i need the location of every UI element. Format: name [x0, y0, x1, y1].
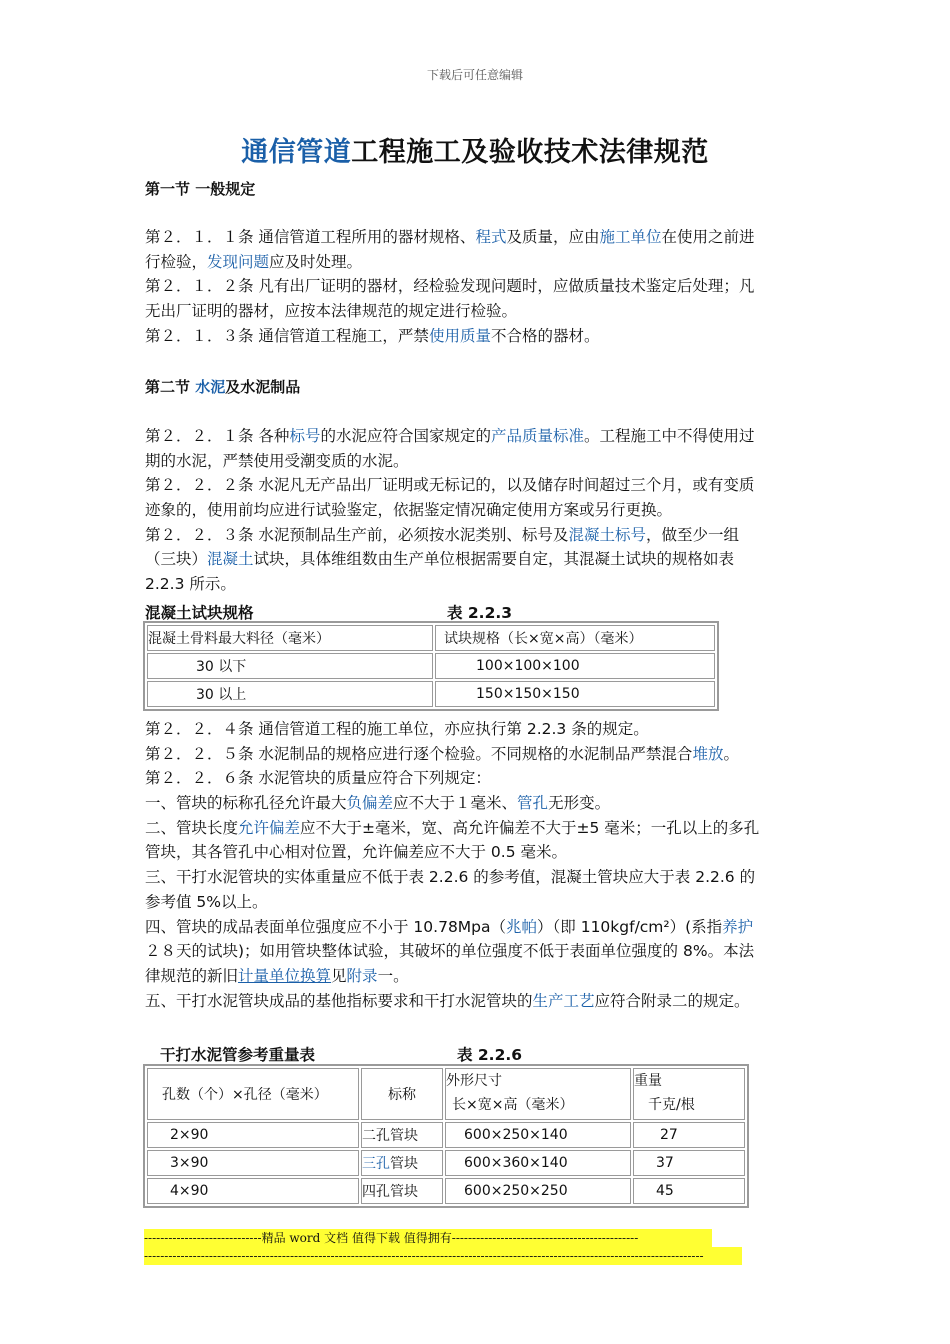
table-2-cell: 3×90	[147, 1150, 359, 1176]
inline-link[interactable]: 兆帕	[506, 917, 538, 936]
table-1-cell: 100×100×100	[435, 653, 715, 679]
table-2-cell: 2×90	[147, 1122, 359, 1148]
section-2-label: 第二节	[145, 378, 196, 396]
text-line	[145, 498, 755, 523]
text-run: 在使用之前进	[661, 228, 755, 246]
text-run: 参考值 5%以上。	[145, 892, 268, 911]
text-run: ）（即 110kgf/cm²）(系指	[537, 917, 723, 936]
inline-link[interactable]: 计量单位换算	[238, 966, 332, 985]
table-2-header-line: 外形尺寸	[446, 1073, 502, 1089]
text-line	[145, 225, 755, 250]
table-1-cell: 150×150×150	[435, 681, 715, 707]
text-run: 。工程施工中不得使用过	[583, 427, 755, 445]
text-run: 四、管块的成品表面单位强度应不小于 10.78Mpa（	[145, 917, 507, 936]
text-line	[145, 274, 755, 299]
text-run: 五、干打水泥管块成品的基他指标要求和干打水泥管块的	[145, 991, 533, 1010]
text-run: 第２．１．２条 凡有出厂证明的器材，经检验发现问题时，应做质量技术鉴定后处理；凡	[145, 277, 755, 296]
text-run: 律规范的新旧	[145, 966, 239, 985]
inline-link[interactable]: 施工单位	[599, 228, 662, 246]
table-2-cell	[361, 1122, 443, 1148]
inline-link[interactable]: 标号	[289, 427, 321, 445]
section-2-heading	[145, 376, 300, 397]
text-line	[145, 816, 759, 841]
text-run: 应符合附录二的规定。	[594, 991, 750, 1010]
text-run: 迹象的，使用前均应进行试验鉴定，依据鉴定情况确定使用方案或另行更换。	[145, 501, 673, 520]
table-2-cell: 600×250×250	[445, 1178, 631, 1204]
text-run: 应不大于１毫米、	[393, 794, 518, 813]
text-line	[145, 890, 759, 915]
section-2-body	[145, 424, 755, 597]
text-run: 2.2.3 所示。	[145, 575, 236, 594]
text-run: 不合格的器材。	[490, 326, 600, 345]
text-line	[145, 473, 755, 498]
inline-link[interactable]: 混凝土标号	[568, 525, 646, 544]
text-run: 的水泥应符合国家规定的	[320, 427, 491, 445]
document-title	[0, 130, 950, 169]
inline-link[interactable]: 发现问题	[207, 252, 270, 271]
section-2-rest: 及水泥制品	[225, 378, 301, 396]
text-line	[145, 939, 759, 964]
table-2-header-cell	[445, 1068, 631, 1120]
table-2-header-cell	[633, 1068, 745, 1120]
table-2-cell-text: 四孔管块	[362, 1184, 418, 1200]
text-run: 一。	[377, 966, 409, 985]
page-header: 下载后可任意编辑	[426, 68, 523, 82]
section-1-heading: 第一节 一般规定	[145, 180, 256, 198]
text-run: 期的水泥，严禁使用受潮变质的水泥。	[145, 451, 409, 470]
table-2-cell: 37	[633, 1150, 745, 1176]
text-run: 应及时处理。	[269, 252, 363, 271]
text-run: 。	[723, 744, 739, 763]
table-1-number: 表 2.2.3	[447, 604, 513, 622]
table-2-header-line: 长×宽×高（毫米）	[452, 1097, 574, 1113]
inline-link[interactable]: 程式	[475, 228, 507, 246]
text-run: 一、管块的标称孔径允许最大	[145, 794, 347, 813]
table-2-cell: 45	[633, 1178, 745, 1204]
text-run: 无出厂证明的器材，应按本法律规范的规定进行检验。	[145, 302, 518, 321]
table-2	[143, 1064, 749, 1208]
table-2-cell: 600×360×140	[445, 1150, 631, 1176]
text-run: 第２．２．２条 水泥凡无产品出厂证明或无标记的，以及储存时间超过三个月，或有变质	[145, 476, 755, 495]
inline-link[interactable]: 管孔	[517, 794, 549, 813]
table-1	[143, 621, 719, 711]
text-run: 应不大于±毫米，宽、高允许偏差不大于±5 毫米；一孔以上的多孔	[300, 818, 760, 837]
footer-divider: ------------------------------------------------------------------------------------------------------------------------------------------	[144, 1247, 742, 1265]
table-2-header-line: 千克/根	[648, 1097, 695, 1113]
table-1-header-cell: 试块规格（长×宽×高）（毫米）	[435, 625, 715, 651]
text-line	[145, 865, 759, 890]
table-2-cell: 600×250×140	[445, 1122, 631, 1148]
text-run: 试块，具体维组数由生产单位根据需要自定，其混凝土试块的规格如表	[253, 550, 735, 569]
text-run: 行检验，	[145, 252, 208, 271]
text-run: ２８天的试块)；如用管块整体试验，其破坏的单位强度不低于表面单位强度的 8%。本法	[145, 942, 755, 961]
inline-link[interactable]: 允许偏差	[238, 818, 301, 837]
text-line	[145, 250, 755, 275]
section-3-body	[145, 717, 759, 1013]
text-run: 见	[331, 966, 347, 985]
table-2-cell: 27	[633, 1122, 745, 1148]
text-run: 第２．２．１条 各种	[145, 427, 290, 445]
text-run: 及质量，应由	[506, 228, 600, 246]
section-1-body	[145, 225, 755, 348]
text-run: 第２．１．１条 通信管道工程所用的器材规格、	[145, 228, 476, 246]
text-run: 第２．２．６条 水泥管块的质量应符合下列规定：	[145, 769, 491, 788]
text-line	[145, 840, 759, 865]
title-link[interactable]: 通信管道	[241, 137, 352, 168]
table-1-cell: 30 以下	[147, 653, 433, 679]
text-line	[145, 523, 755, 548]
table-2-cell-text: 二孔管块	[362, 1128, 418, 1144]
text-line	[145, 742, 759, 767]
inline-link[interactable]: 生产工艺	[532, 991, 595, 1010]
text-run: 第２．１．３条 通信管道工程施工，严禁	[145, 326, 429, 345]
text-run: 第２．２．５条 水泥制品的规格应进行逐个检验。不同规格的水泥制品严禁混合	[145, 744, 693, 763]
text-line	[145, 791, 759, 816]
text-line	[145, 449, 755, 474]
inline-link[interactable]: 养护	[722, 917, 754, 936]
text-run: 第２．２．４条 通信管道工程的施工单位，亦应执行第 2.2.3 条的规定。	[145, 720, 649, 738]
table-2-cell: 4×90	[147, 1178, 359, 1204]
table-2-cell	[361, 1178, 443, 1204]
table-1-header-cell: 混凝土骨料最大料径（毫米）	[147, 625, 433, 651]
inline-link[interactable]: 使用质量	[428, 326, 491, 345]
footer-banner: -----------------------------精品 word 文档 值得下载 值得拥有----------------------------------------------	[144, 1229, 712, 1247]
text-line	[145, 547, 755, 572]
text-line	[145, 572, 755, 597]
inline-link[interactable]: 混凝土	[207, 550, 254, 569]
text-run: 二、管块长度	[145, 818, 239, 837]
table-1-cell: 30 以上	[147, 681, 433, 707]
inline-link[interactable]: 负偏差	[346, 794, 394, 813]
table-2-cell	[361, 1150, 443, 1176]
table-2-header-line: 重量	[634, 1073, 662, 1089]
table-2-header-cell: 孔数（个）×孔径（毫米）	[147, 1068, 359, 1120]
table-1-caption: 混凝土试块规格	[145, 604, 254, 622]
text-line	[145, 324, 755, 349]
inline-link[interactable]: 堆放	[692, 744, 724, 763]
text-run: 无形变。	[548, 794, 611, 813]
text-line	[145, 989, 759, 1014]
table-2-cell-text: 管块	[390, 1156, 418, 1172]
text-run: ，做至少一组	[645, 525, 739, 544]
table-2-cell-link[interactable]: 三孔	[362, 1156, 390, 1172]
text-line	[145, 766, 759, 791]
text-run: 第２．２．３条 水泥预制品生产前，必须按水泥类别、标号及	[145, 525, 569, 544]
text-line	[145, 915, 759, 940]
text-run: 三、干打水泥管块的实体重量应不低于表 2.2.6 的参考值，混凝土管块应大于表 2.2.6 的	[145, 868, 756, 887]
text-line	[145, 964, 759, 989]
section-2-link[interactable]: 水泥	[195, 378, 226, 396]
title-text: 工程施工及验收技术法律规范	[351, 137, 709, 168]
inline-link[interactable]: 产品质量标准	[490, 427, 584, 445]
inline-link[interactable]: 附录	[346, 966, 378, 985]
text-run: （三块）	[145, 550, 208, 569]
table-2-caption: 干打水泥管参考重量表	[160, 1046, 316, 1064]
text-line	[145, 299, 755, 324]
text-run: 管块，其各管孔中心相对位置，允许偏差应不大于 0.5 毫米。	[145, 843, 568, 862]
text-line	[145, 717, 759, 742]
table-2-number: 表 2.2.6	[457, 1046, 523, 1064]
table-2-header-cell: 标称	[361, 1068, 443, 1120]
text-line	[145, 424, 755, 449]
